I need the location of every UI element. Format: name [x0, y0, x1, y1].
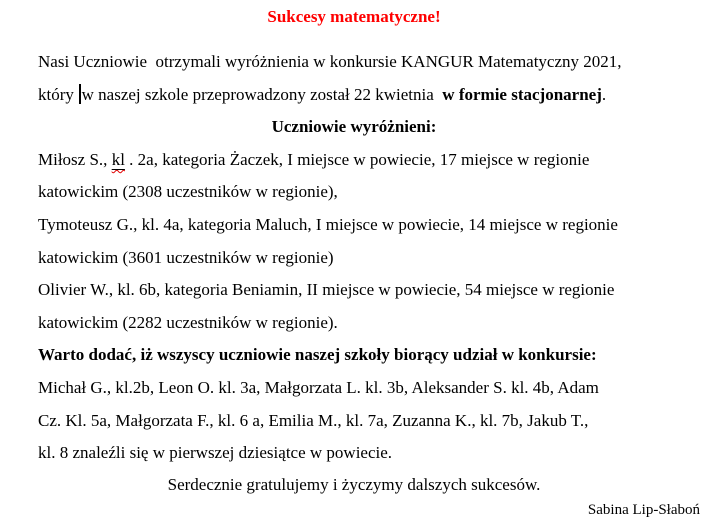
emphasis-line: [38, 339, 670, 372]
intro-line-2-after-caret: w naszej szkole przeprowadzony został 22 kwietnia: [81, 84, 443, 104]
winner-1-misspelled-word: kl: [111, 149, 125, 169]
participants-line-1-text: Michał G., kl.2b, Leon O. kl. 3a, Małgorzata L. kl. 3b, Aleksander S. kl. 4b, Adam: [38, 377, 599, 397]
participants-line-1: [38, 372, 670, 405]
spellcheck-underline: [112, 150, 125, 169]
winner-2-line-2: [38, 242, 670, 275]
intro-line-1-text: Nasi Uczniowie otrzymali wyróżnienia w konkursie KANGUR Matematyczny 2021,: [38, 52, 622, 71]
intro-line-2: [38, 79, 670, 112]
winner-3-line-1: [38, 274, 670, 307]
intro-line-2-before-caret: który: [38, 84, 79, 104]
winner-3-result: Olivier W., kl. 6b, kategoria Beniamin, II miejsce w powiecie, 54 miejsce w regionie: [38, 280, 615, 300]
winner-1-region: katowickim (2308 uczestników w regionie),: [38, 182, 338, 202]
participants-line-3: [38, 437, 670, 470]
intro-line-1: [38, 46, 670, 79]
winner-3-line-2: [38, 307, 670, 340]
winner-1-line-1: [38, 144, 670, 177]
participants-line-2: [38, 405, 670, 438]
closing-line-text: Serdecznie gratulujemy i życzymy dalszych sukcesów.: [167, 474, 541, 494]
winner-1-result: . 2a, kategoria Żaczek, I miejsce w powiecie, 17 miejsce w regionie: [124, 149, 590, 169]
document-body: [38, 46, 670, 500]
emphasis-line-text: Warto dodać, iż wszyscy uczniowie naszej szkoły biorący udział w konkursie:: [38, 345, 597, 365]
signature: Sabina Lip-Słaboń: [587, 502, 700, 518]
closing-line: [38, 470, 670, 500]
text-cursor-caret: [79, 84, 81, 104]
winner-1-line-2: [38, 176, 670, 209]
section-heading: [38, 111, 670, 144]
document-title: Sukcesy matematyczne!: [267, 7, 441, 26]
participants-line-2-text: Cz. Kl. 5a, Małgorzata F., kl. 6 a, Emilia M., kl. 7a, Zuzanna K., kl. 7b, Jakub T.,: [38, 410, 589, 430]
participants-line-3-text: kl. 8 znaleźli się w pierwszej dziesiątce w powiecie.: [38, 443, 393, 463]
winner-1-name: Miłosz S.,: [38, 149, 112, 169]
intro-line-2-bold-run: w formie stacjonarnej: [442, 84, 602, 104]
section-heading-text: Uczniowie wyróżnieni:: [271, 117, 437, 137]
intro-line-2-period: .: [601, 84, 607, 104]
winner-2-region: katowickim (3601 uczestników w regionie): [38, 247, 334, 267]
winner-2-result: Tymoteusz G., kl. 4a, kategoria Maluch, I miejsce w powiecie, 14 miejsce w regionie: [38, 214, 618, 234]
winner-2-line-1: [38, 209, 670, 242]
winner-3-region: katowickim (2282 uczestników w regionie).: [38, 312, 338, 332]
